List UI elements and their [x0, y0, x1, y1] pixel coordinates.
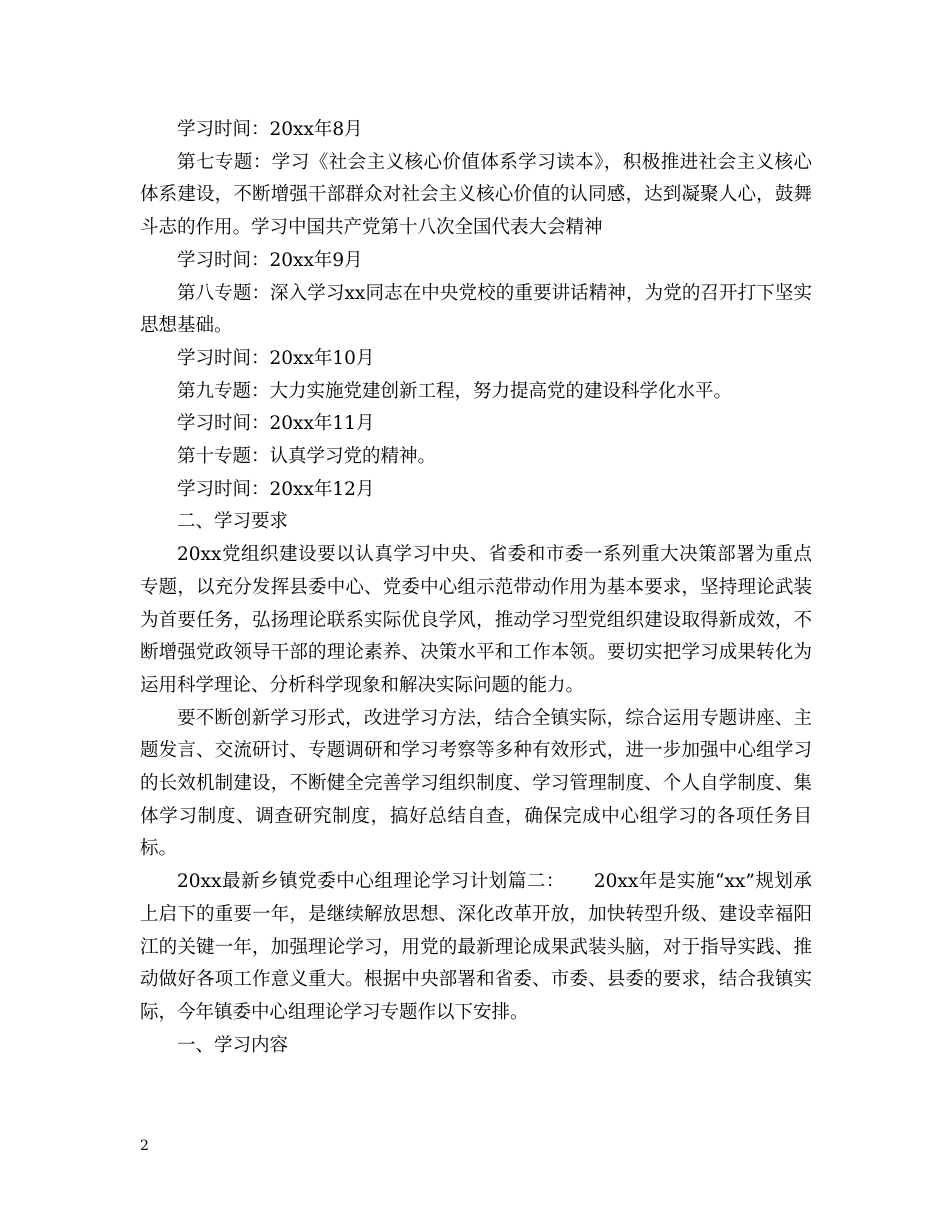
- plan-part-two-intro: 20xx最新乡镇党委中心组理论学习计划篇二： 20xx年是实施“xx”规划承上启下的重要一年，是继续解放思想、深化改革开放，加快转型升级、建设幸福阳江的关键一年，加强理论学习，用党的最新理论成果武装头脑，对于指导实践、推动做好各项工作意义重大。根据中央部署和省委、市委、县委的要求，结合我镇实际，今年镇委中心组理论学习专题作以下安排。: [140, 871, 812, 1023]
- requirements-paragraph-2: 要不断创新学习形式，改进学习方法，结合全镇实际，综合运用专题讲座、主题发言、交流研讨、专题调研和学习考察等多种有效形式，进一步加强中心组学习的长效机制建设，不断健全完善学习组织制度、学习管理制度、个人自学制度、集体学习制度、调查研究制度，搞好总结自查，确保完成中心组学习的各项任务目标。: [140, 707, 812, 860]
- section-heading-content: 一、学习内容: [177, 1034, 289, 1056]
- page-number: 2: [140, 1138, 149, 1154]
- requirements-paragraph-1: 20xx党组织建设要以认真学习中央、省委和市委一系列重大决策部署为重点专题，以充分发挥县委中心、党委中心组示范带动作用为基本要求，坚持理论武装为首要任务，弘扬理论联系实际优良学风，推动学习型党组织建设取得新成效，不断增强党政领导干部的理论素养、决策水平和工作本领。要切实把学习成果转化为运用科学理论、分析科学现象和解决实际问题的能力。: [140, 544, 812, 696]
- study-time-november: 学习时间：20xx年11月: [177, 413, 375, 435]
- topic-ten: 第十专题：认真学习党的精神。: [177, 446, 437, 468]
- study-time-september: 学习时间：20xx年9月: [177, 249, 363, 271]
- topic-eight: 第八专题：深入学习xx同志在中央党校的重要讲话精神，为党的召开打下坚实思想基础。: [140, 282, 812, 337]
- topic-nine: 第九专题：大力实施党建创新工程，努力提高党的建设科学化水平。: [177, 380, 733, 402]
- section-heading-requirements: 二、学习要求: [177, 511, 289, 533]
- topic-seven: 第七专题：学习《社会主义核心价值体系学习读本》，积极推进社会主义核心体系建设，不断增强干部群众对社会主义核心价值的认同感，达到凝聚人心，鼓舞斗志的作用。学习中国共产党第十八次全国代表大会精神: [140, 151, 812, 239]
- study-time-december: 学习时间：20xx年12月: [177, 478, 375, 500]
- study-time-august: 学习时间：20xx年8月: [177, 119, 363, 140]
- document-body: [140, 114, 812, 1062]
- study-time-october: 学习时间：20xx年10月: [177, 347, 375, 369]
